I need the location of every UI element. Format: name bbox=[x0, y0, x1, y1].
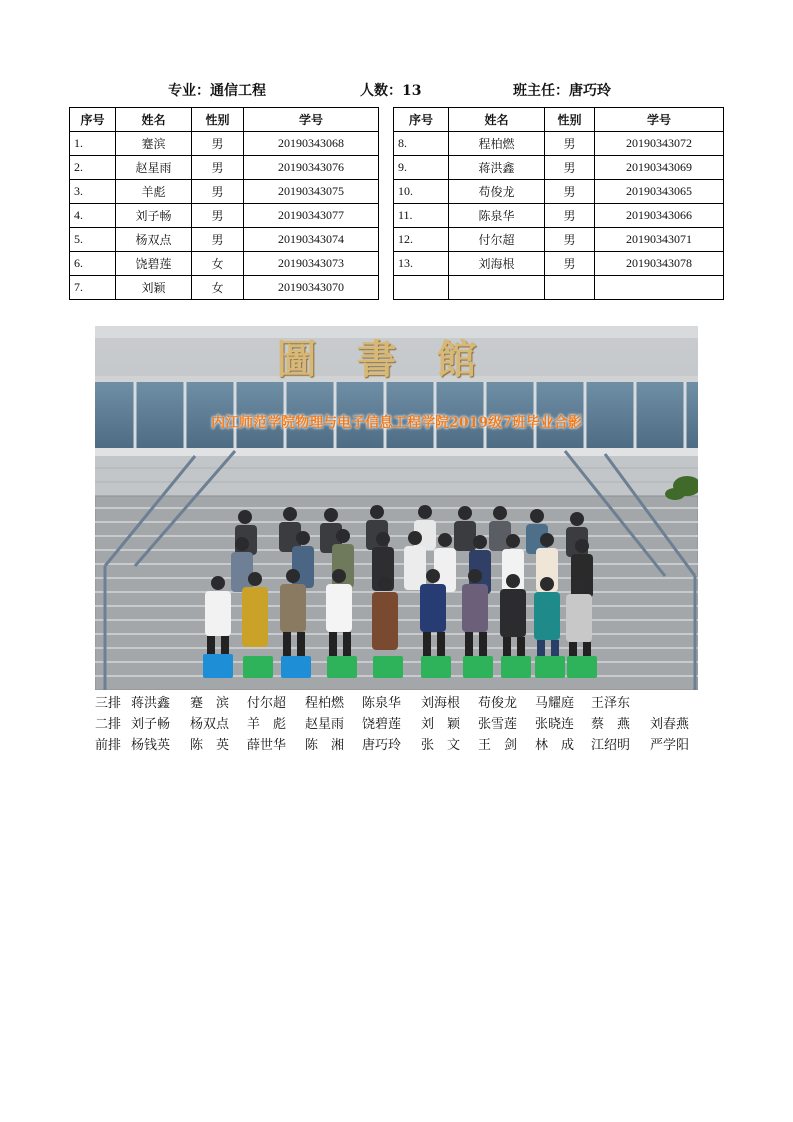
person-name: 江绍明 bbox=[591, 738, 631, 753]
cell-sex bbox=[545, 276, 595, 300]
header-name: 姓名 bbox=[449, 108, 545, 132]
person-name: 苟俊龙 bbox=[478, 696, 518, 711]
person-name: 杨钱英 bbox=[131, 738, 171, 753]
table-row bbox=[70, 228, 379, 252]
person-name: 王 剑 bbox=[478, 738, 518, 753]
cell-student-id: 20190343077 bbox=[244, 204, 379, 228]
cell-student-id: 20190343066 bbox=[595, 204, 724, 228]
person-name: 唐巧玲 bbox=[362, 738, 402, 753]
table-row bbox=[70, 180, 379, 204]
person-name: 陈 英 bbox=[190, 738, 230, 753]
person-name: 陈 湘 bbox=[305, 738, 345, 753]
person-name: 付尔超 bbox=[247, 696, 287, 711]
cell-student-id: 20190343065 bbox=[595, 180, 724, 204]
cell-index: 13. bbox=[394, 252, 449, 276]
photo-row-back bbox=[95, 692, 705, 713]
cell-student-id: 20190343071 bbox=[595, 228, 724, 252]
cell-sex: 女 bbox=[192, 276, 244, 300]
cell-name: 刘子畅 bbox=[116, 204, 192, 228]
person-name: 杨双点 bbox=[190, 717, 230, 732]
row-label: 前排 bbox=[95, 738, 122, 753]
person-name: 蹇 滨 bbox=[190, 696, 230, 711]
cell-student-id: 20190343073 bbox=[244, 252, 379, 276]
person-name: 王泽东 bbox=[591, 696, 631, 711]
photo-banner: 内江师范学院物理与电子信息工程学院2019级7班毕业合影 bbox=[211, 415, 582, 431]
cell-index: 5. bbox=[70, 228, 116, 252]
table-header-row bbox=[70, 108, 379, 132]
cell-student-id: 20190343076 bbox=[244, 156, 379, 180]
table-header-row bbox=[394, 108, 724, 132]
cell-student-id: 20190343078 bbox=[595, 252, 724, 276]
table-row bbox=[70, 132, 379, 156]
table-row bbox=[394, 132, 724, 156]
cell-index: 11. bbox=[394, 204, 449, 228]
header-sex: 性别 bbox=[192, 108, 244, 132]
person-name: 刘海根 bbox=[421, 696, 461, 711]
major-label: 专业：通信工程 bbox=[168, 83, 266, 99]
person-name: 羊 彪 bbox=[247, 717, 287, 732]
cell-sex: 男 bbox=[545, 156, 595, 180]
person-name: 刘春燕 bbox=[650, 717, 690, 732]
cell-sex: 男 bbox=[192, 228, 244, 252]
table-row bbox=[394, 228, 724, 252]
cell-sex: 男 bbox=[545, 204, 595, 228]
cell-name: 赵星雨 bbox=[116, 156, 192, 180]
cell-index: 7. bbox=[70, 276, 116, 300]
cell-sex: 男 bbox=[192, 204, 244, 228]
class-header bbox=[0, 80, 793, 104]
person-name: 赵星雨 bbox=[305, 717, 345, 732]
cell-name: 饶碧莲 bbox=[116, 252, 192, 276]
person-name: 程柏燃 bbox=[305, 696, 345, 711]
cell-name: 蒋洪鑫 bbox=[449, 156, 545, 180]
photo-row-front bbox=[95, 734, 705, 755]
cell-sex: 男 bbox=[545, 132, 595, 156]
student-table-right bbox=[393, 107, 724, 300]
cell-name: 苟俊龙 bbox=[449, 180, 545, 204]
cell-index: 3. bbox=[70, 180, 116, 204]
cell-student-id: 20190343070 bbox=[244, 276, 379, 300]
header-student-id: 学号 bbox=[244, 108, 379, 132]
table-row bbox=[394, 156, 724, 180]
graduation-photo bbox=[95, 326, 698, 690]
cell-student-id: 20190343068 bbox=[244, 132, 379, 156]
cell-name bbox=[449, 276, 545, 300]
photo-row-middle bbox=[95, 713, 705, 734]
person-name: 陈泉华 bbox=[362, 696, 402, 711]
cell-name: 付尔超 bbox=[449, 228, 545, 252]
person-name: 林 成 bbox=[535, 738, 575, 753]
table-row bbox=[394, 204, 724, 228]
table-row bbox=[394, 252, 724, 276]
person-name: 严学阳 bbox=[650, 738, 690, 753]
cell-name: 蹇滨 bbox=[116, 132, 192, 156]
cell-student-id: 20190343072 bbox=[595, 132, 724, 156]
table-row bbox=[394, 276, 724, 300]
person-name: 张晓连 bbox=[535, 717, 575, 732]
cell-sex: 男 bbox=[545, 180, 595, 204]
cell-student-id bbox=[595, 276, 724, 300]
cell-sex: 男 bbox=[545, 228, 595, 252]
cell-sex: 女 bbox=[192, 252, 244, 276]
cell-index: 6. bbox=[70, 252, 116, 276]
cell-name: 陈泉华 bbox=[449, 204, 545, 228]
table-row bbox=[70, 204, 379, 228]
cell-index: 12. bbox=[394, 228, 449, 252]
cell-student-id: 20190343069 bbox=[595, 156, 724, 180]
cell-index: 4. bbox=[70, 204, 116, 228]
cell-student-id: 20190343074 bbox=[244, 228, 379, 252]
student-count: 人数：13 bbox=[360, 83, 422, 99]
cell-name: 刘颖 bbox=[116, 276, 192, 300]
header-index: 序号 bbox=[70, 108, 116, 132]
cell-index: 10. bbox=[394, 180, 449, 204]
table-row bbox=[70, 252, 379, 276]
person-name: 张 文 bbox=[421, 738, 461, 753]
person-name: 饶碧莲 bbox=[362, 717, 402, 732]
cell-index: 1. bbox=[70, 132, 116, 156]
cell-sex: 男 bbox=[545, 252, 595, 276]
person-name: 马耀庭 bbox=[535, 696, 575, 711]
cell-name: 刘海根 bbox=[449, 252, 545, 276]
cell-index bbox=[394, 276, 449, 300]
person-name: 张雪莲 bbox=[478, 717, 518, 732]
header-index: 序号 bbox=[394, 108, 449, 132]
header-name: 姓名 bbox=[116, 108, 192, 132]
cell-name: 羊彪 bbox=[116, 180, 192, 204]
cell-name: 程柏燃 bbox=[449, 132, 545, 156]
building-sign: 圖書館 bbox=[276, 336, 517, 383]
cell-name: 杨双点 bbox=[116, 228, 192, 252]
table-row bbox=[70, 276, 379, 300]
cell-sex: 男 bbox=[192, 156, 244, 180]
table-row bbox=[70, 156, 379, 180]
row-label: 三排 bbox=[95, 696, 122, 711]
cell-student-id: 20190343075 bbox=[244, 180, 379, 204]
head-teacher: 班主任：唐巧玲 bbox=[513, 83, 611, 99]
person-name: 刘子畅 bbox=[131, 717, 171, 732]
photo-name-rows bbox=[95, 692, 705, 755]
cell-sex: 男 bbox=[192, 180, 244, 204]
person-name: 刘 颖 bbox=[421, 717, 461, 732]
header-sex: 性别 bbox=[545, 108, 595, 132]
student-table-left bbox=[69, 107, 379, 300]
cell-sex: 男 bbox=[192, 132, 244, 156]
header-student-id: 学号 bbox=[595, 108, 724, 132]
person-name: 蔡 燕 bbox=[591, 717, 631, 732]
table-row bbox=[394, 180, 724, 204]
person-name: 蒋洪鑫 bbox=[131, 696, 171, 711]
cell-index: 8. bbox=[394, 132, 449, 156]
row-label: 二排 bbox=[95, 717, 122, 732]
cell-index: 2. bbox=[70, 156, 116, 180]
cell-index: 9. bbox=[394, 156, 449, 180]
person-name: 薛世华 bbox=[247, 738, 287, 753]
